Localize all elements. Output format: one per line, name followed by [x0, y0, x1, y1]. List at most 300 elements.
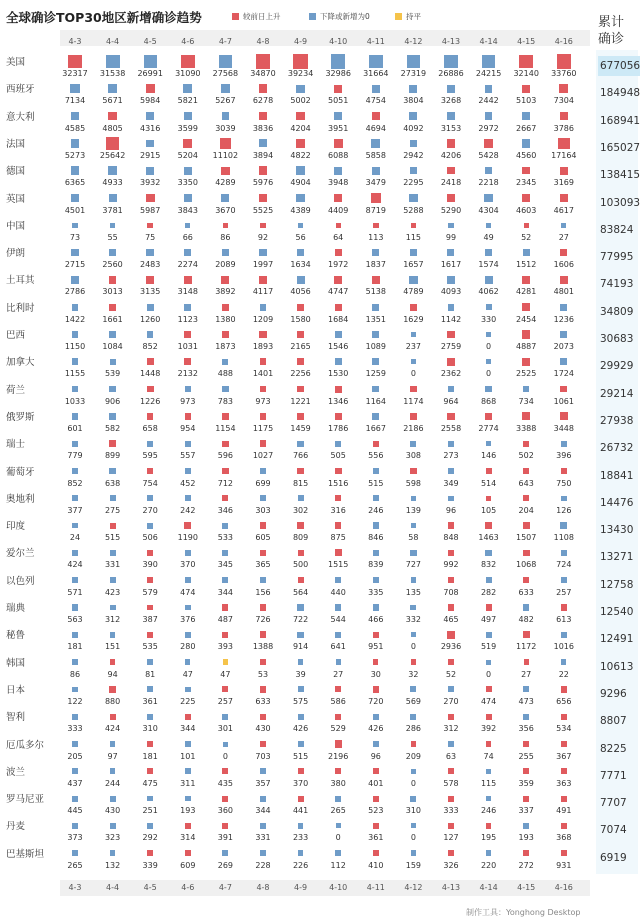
cell-marker [147, 686, 153, 692]
cell-value-label: 2560 [102, 260, 123, 270]
cell-marker [335, 714, 341, 720]
cell-value-label: 1546 [328, 342, 349, 351]
cell-value-label: 4603 [516, 205, 537, 215]
cell-value-label: 31538 [99, 69, 126, 78]
cell-value-label: 401 [368, 778, 384, 788]
total-value: 83824 [600, 223, 634, 236]
cell-value-label: 474 [180, 587, 196, 597]
cell-marker [297, 276, 305, 284]
cell-marker [298, 223, 303, 228]
cell-value-label: 6278 [252, 96, 274, 106]
cell-value-label: 2558 [440, 423, 462, 433]
cell-marker [335, 441, 341, 447]
cell-marker [72, 632, 78, 638]
cell-marker [72, 577, 78, 583]
cell-value-label: 1580 [290, 314, 311, 324]
cell-marker [185, 659, 190, 664]
cell-marker [486, 741, 491, 746]
cell-marker [486, 769, 492, 775]
cell-value-label: 441 [292, 806, 309, 816]
country-label: 日本 [6, 684, 26, 696]
cell-value-label: 1516 [328, 478, 349, 488]
cell-value-label: 349 [443, 478, 459, 488]
cell-value-label: 423 [104, 587, 121, 597]
cell-marker [222, 413, 229, 420]
cell-marker [110, 796, 116, 802]
cell-value-label: 1209 [252, 314, 274, 324]
cell-value-label: 875 [330, 533, 346, 543]
cell-value-label: 357 [255, 778, 271, 788]
cell-value-label: 302 [292, 505, 309, 515]
cell-marker [560, 249, 567, 256]
cell-marker [71, 166, 80, 175]
cell-marker [72, 495, 78, 501]
cell-value-label: 257 [217, 696, 234, 706]
cell-marker [260, 440, 267, 447]
cell-marker [331, 54, 345, 68]
cell-value-label: 2218 [478, 178, 499, 188]
cell-marker [519, 55, 533, 69]
cell-value-label: 3013 [102, 287, 123, 297]
cell-value-label: 3350 [177, 178, 198, 188]
cell-marker [561, 823, 567, 829]
cell-value-label: 914 [292, 642, 309, 652]
cell-marker [72, 468, 78, 474]
cell-marker [373, 632, 380, 639]
cell-value-label: 0 [486, 369, 492, 379]
cell-marker [486, 332, 491, 337]
cell-value-label: 32986 [325, 69, 351, 78]
cell-value-label: 595 [142, 451, 158, 461]
cell-marker [560, 276, 568, 284]
country-label: 土耳其 [6, 275, 35, 287]
cell-value-label: 282 [480, 587, 497, 597]
cell-value-label: 370 [292, 778, 309, 788]
cell-value-label: 3479 [365, 178, 386, 188]
cell-marker [298, 796, 304, 802]
total-value: 9296 [600, 687, 627, 700]
cell-value-label: 49 [483, 232, 494, 242]
cell-value-label: 225 [180, 696, 196, 706]
cell-value-label: 2418 [440, 178, 462, 188]
cell-value-label: 97 [107, 751, 118, 761]
cell-marker [110, 823, 116, 829]
cell-marker [448, 686, 454, 692]
cell-marker [448, 223, 453, 228]
cell-marker [185, 550, 191, 556]
cell-marker [72, 223, 77, 228]
cell-value-label: 482 [518, 615, 534, 624]
cell-marker [522, 303, 529, 310]
country-label: 智利 [6, 712, 26, 724]
cell-marker [259, 84, 268, 93]
cell-marker [373, 768, 379, 774]
cell-value-label: 1873 [215, 342, 236, 351]
cell-value-label: 0 [222, 751, 228, 761]
cell-marker [222, 331, 229, 338]
cell-value-label: 1530 [328, 369, 349, 379]
cell-marker [298, 550, 304, 556]
cell-marker [223, 659, 228, 664]
cell-value-label: 24215 [475, 69, 502, 78]
cell-marker [334, 112, 342, 120]
cell-value-label: 326 [443, 860, 459, 870]
cell-marker [523, 796, 529, 802]
cell-value-label: 992 [443, 560, 459, 570]
cell-marker [147, 823, 153, 829]
cell-value-label: 556 [368, 451, 384, 461]
cell-value-label: 726 [255, 615, 271, 624]
cell-value-label: 5051 [328, 96, 349, 106]
country-label: 比利时 [6, 302, 35, 314]
cell-value-label: 839 [368, 560, 384, 570]
cell-marker [260, 223, 265, 228]
cell-marker [185, 468, 191, 474]
cell-marker [110, 850, 116, 856]
cell-marker [71, 112, 79, 120]
cell-value-label: 8719 [365, 205, 386, 215]
cell-value-label: 846 [368, 533, 384, 543]
cell-value-label: 1893 [252, 342, 274, 351]
cell-marker [557, 54, 571, 68]
cell-value-label: 5525 [252, 205, 274, 215]
cell-marker [486, 223, 491, 228]
cell-value-label: 331 [255, 833, 271, 843]
cell-marker [448, 468, 454, 474]
cell-marker [335, 850, 341, 856]
cell-marker [523, 768, 529, 774]
cell-value-label: 24 [69, 533, 81, 543]
cell-value-label: 246 [480, 806, 497, 816]
cell-marker [147, 659, 152, 664]
cell-value-label: 27 [333, 669, 344, 679]
cell-marker [297, 604, 303, 610]
cell-marker [561, 659, 566, 664]
cell-value-label: 609 [180, 860, 196, 870]
cell-marker [298, 741, 304, 747]
date-footer-4-9: 4-9 [294, 883, 308, 892]
cell-value-label: 529 [330, 724, 346, 734]
country-label: 葡萄牙 [6, 466, 35, 478]
cell-marker [336, 223, 341, 228]
cell-marker [72, 604, 78, 610]
cell-value-label: 954 [180, 423, 196, 433]
country-label: 瑞典 [6, 603, 26, 614]
cell-value-label: 515 [368, 478, 384, 488]
cell-value-label: 2345 [516, 178, 537, 188]
cell-value-label: 500 [292, 560, 309, 570]
cell-value-label: 195 [480, 833, 497, 843]
cell-value-label: 146 [480, 451, 497, 461]
cell-value-label: 5288 [403, 205, 424, 215]
cell-value-label: 424 [67, 560, 83, 570]
cell-marker [410, 550, 416, 556]
cell-value-label: 601 [67, 423, 83, 433]
cell-marker [260, 413, 267, 420]
cell-marker [296, 166, 305, 175]
cell-value-label: 220 [480, 860, 497, 870]
country-label: 西班牙 [6, 84, 35, 96]
cell-marker [373, 522, 379, 528]
cell-marker [185, 632, 191, 638]
cell-value-label: 426 [368, 724, 384, 734]
country-label: 巴基斯坦 [6, 848, 45, 860]
cell-marker [561, 632, 568, 639]
cell-marker [524, 659, 529, 664]
cell-marker [523, 441, 529, 447]
cell-value-label: 515 [104, 533, 121, 543]
total-value: 6919 [600, 851, 627, 864]
cell-marker [260, 358, 267, 365]
cell-value-label: 4062 [478, 287, 499, 297]
cell-value-label: 269 [217, 860, 234, 870]
cell-value-label: 27 [521, 669, 532, 679]
cell-marker [373, 714, 379, 720]
cell-marker [260, 577, 266, 583]
cell-marker [259, 166, 268, 175]
cell-value-label: 2525 [516, 369, 537, 379]
cell-marker [147, 523, 153, 529]
total-value: 13271 [600, 551, 634, 564]
total-value: 26732 [600, 442, 634, 455]
cell-value-label: 361 [368, 833, 384, 843]
cell-marker [486, 714, 492, 720]
cell-value-label: 1155 [64, 369, 86, 379]
cell-value-label: 3804 [403, 96, 424, 106]
cell-marker [522, 85, 531, 94]
cell-marker [373, 441, 379, 447]
cell-value-label: 437 [67, 778, 83, 788]
cell-marker [448, 550, 455, 557]
cell-value-label: 1123 [177, 314, 198, 324]
cell-marker [523, 386, 529, 392]
cell-marker [372, 358, 379, 365]
cell-value-label: 430 [104, 806, 121, 816]
date-footer-4-7: 4-7 [218, 883, 232, 892]
cell-marker [108, 166, 117, 175]
cell-marker [259, 112, 267, 120]
cell-marker [72, 850, 78, 856]
cell-value-label: 4206 [440, 150, 462, 160]
cell-value-label: 3781 [102, 205, 123, 215]
cell-value-label: 7304 [553, 96, 574, 106]
total-value: 12491 [600, 633, 634, 646]
cell-value-label: 1515 [328, 560, 349, 570]
cell-marker [260, 714, 266, 720]
cell-marker [222, 632, 228, 638]
cell-value-label: 643 [518, 478, 534, 488]
cell-marker [447, 249, 454, 256]
cell-marker [335, 386, 342, 393]
cell-marker [109, 686, 115, 692]
cell-marker [222, 523, 228, 529]
cell-marker [448, 796, 454, 802]
cell-marker [447, 358, 454, 365]
cell-marker [411, 741, 417, 747]
cell-marker [335, 796, 341, 802]
cell-marker [72, 741, 78, 747]
cell-value-label: 712 [217, 478, 234, 488]
cell-value-label: 1089 [365, 342, 386, 351]
cell-marker [336, 659, 341, 664]
cell-marker [109, 194, 117, 202]
date-footer-4-15: 4-15 [517, 883, 536, 892]
cell-value-label: 4409 [328, 205, 349, 215]
cell-marker [411, 496, 417, 502]
cell-value-label: 1226 [140, 396, 161, 406]
cell-marker [185, 796, 191, 802]
cell-value-label: 3388 [516, 423, 537, 433]
cell-value-label: 1606 [553, 260, 574, 270]
cell-value-label: 1684 [328, 314, 349, 324]
cell-value-label: 55 [107, 232, 118, 242]
country-label: 俄罗斯 [6, 411, 35, 423]
cell-marker [560, 412, 568, 420]
cell-marker [561, 496, 567, 502]
date-header-4-14: 4-14 [479, 37, 498, 46]
cell-marker [372, 112, 380, 120]
cell-marker [559, 84, 568, 93]
country-label: 秘鲁 [6, 630, 26, 642]
legend-label-down: 下降或新增为0 [320, 12, 370, 21]
cell-marker [110, 714, 116, 720]
date-header-4-5: 4-5 [143, 37, 157, 46]
cell-marker [72, 358, 79, 365]
total-value: 29214 [600, 387, 634, 400]
cell-value-label: 0 [410, 778, 416, 788]
cell-marker [147, 304, 154, 311]
date-footer-4-4: 4-4 [106, 883, 120, 892]
cell-marker [372, 167, 380, 175]
cell-marker [522, 276, 530, 284]
cell-value-label: 2442 [478, 96, 499, 106]
cell-value-label: 656 [556, 696, 572, 706]
cell-marker [222, 796, 228, 802]
date-header-4-8: 4-8 [256, 37, 270, 46]
cell-value-label: 539 [104, 369, 121, 379]
cell-value-label: 1351 [365, 314, 386, 324]
total-value: 7771 [600, 769, 627, 782]
cell-marker [486, 850, 492, 856]
country-label: 厄瓜多尔 [6, 739, 45, 751]
cell-marker [147, 358, 154, 365]
cell-marker [297, 468, 303, 474]
cell-value-label: 2972 [478, 123, 499, 133]
cell-marker [259, 249, 266, 256]
cell-marker [108, 84, 117, 93]
cell-value-label: 265 [67, 860, 83, 870]
total-value: 77995 [600, 251, 634, 264]
cell-marker [523, 468, 529, 474]
cell-marker [371, 193, 381, 203]
cell-value-label: 377 [67, 505, 83, 515]
cell-marker [410, 386, 417, 393]
cell-value-label: 181 [142, 751, 158, 761]
cell-marker [296, 112, 304, 120]
cell-marker [183, 84, 192, 93]
cell-marker [334, 167, 342, 175]
cell-marker [561, 441, 567, 447]
cell-value-label: 1724 [553, 369, 574, 379]
cell-marker [486, 496, 492, 502]
cell-value-label: 86 [220, 232, 231, 242]
cell-marker [558, 138, 570, 150]
cell-value-label: 1175 [252, 423, 274, 433]
cell-marker [298, 577, 304, 583]
cell-marker [72, 687, 78, 693]
date-footer-4-11: 4-11 [366, 883, 385, 892]
cell-value-label: 17164 [551, 150, 577, 160]
cell-marker [222, 304, 229, 311]
date-footer-4-16: 4-16 [554, 883, 573, 892]
country-label: 英国 [6, 193, 26, 205]
legend-swatch-up [232, 13, 239, 20]
cell-marker [260, 522, 266, 528]
cell-marker [220, 138, 230, 148]
cell-value-label: 598 [405, 478, 422, 488]
date-header-4-4: 4-4 [106, 37, 120, 46]
cell-value-label: 931 [556, 860, 572, 870]
cell-marker [144, 55, 157, 68]
cell-marker [373, 741, 378, 746]
cell-value-label: 2942 [403, 150, 424, 160]
cell-value-label: 34870 [250, 69, 276, 78]
cell-marker [522, 112, 530, 120]
cell-marker [523, 823, 529, 829]
cell-marker [260, 659, 265, 664]
cell-value-label: 2936 [440, 642, 462, 652]
cell-marker [146, 167, 154, 175]
cell-marker [184, 112, 192, 120]
total-value: 30683 [600, 333, 634, 345]
cell-value-label: 1380 [215, 314, 236, 324]
legend-item-up [232, 11, 281, 22]
cell-value-label: 66 [182, 232, 193, 242]
total-value: 27938 [600, 414, 634, 427]
cell-value-label: 359 [518, 778, 534, 788]
cell-value-label: 1190 [177, 533, 198, 543]
cell-value-label: 1401 [252, 369, 274, 379]
cell-marker [222, 386, 228, 392]
cell-value-label: 0 [410, 642, 416, 652]
cell-marker [335, 686, 341, 692]
cell-marker [222, 686, 228, 692]
cell-value-label: 596 [217, 451, 234, 461]
cell-value-label: 4747 [328, 287, 349, 297]
legend-label-up: 较前日上升 [243, 12, 281, 21]
country-label: 中国 [6, 220, 26, 232]
cell-marker [335, 413, 342, 420]
cell-marker [447, 139, 455, 147]
cell-marker [110, 577, 116, 583]
cell-marker [411, 632, 416, 637]
cell-marker [448, 604, 454, 610]
cell-marker [296, 85, 305, 94]
cell-value-label: 365 [255, 560, 271, 570]
cell-marker [485, 249, 492, 256]
cell-marker [71, 194, 79, 202]
cell-value-label: 25642 [99, 150, 126, 160]
cell-marker [147, 495, 153, 501]
cell-marker [260, 741, 266, 747]
cell-marker [146, 194, 155, 203]
cell-marker [523, 550, 530, 557]
cell-value-label: 396 [556, 451, 572, 461]
cell-value-label: 3599 [177, 123, 198, 133]
cell-marker [485, 112, 493, 120]
cell-marker [222, 577, 228, 583]
cell-value-label: 3786 [553, 123, 574, 133]
